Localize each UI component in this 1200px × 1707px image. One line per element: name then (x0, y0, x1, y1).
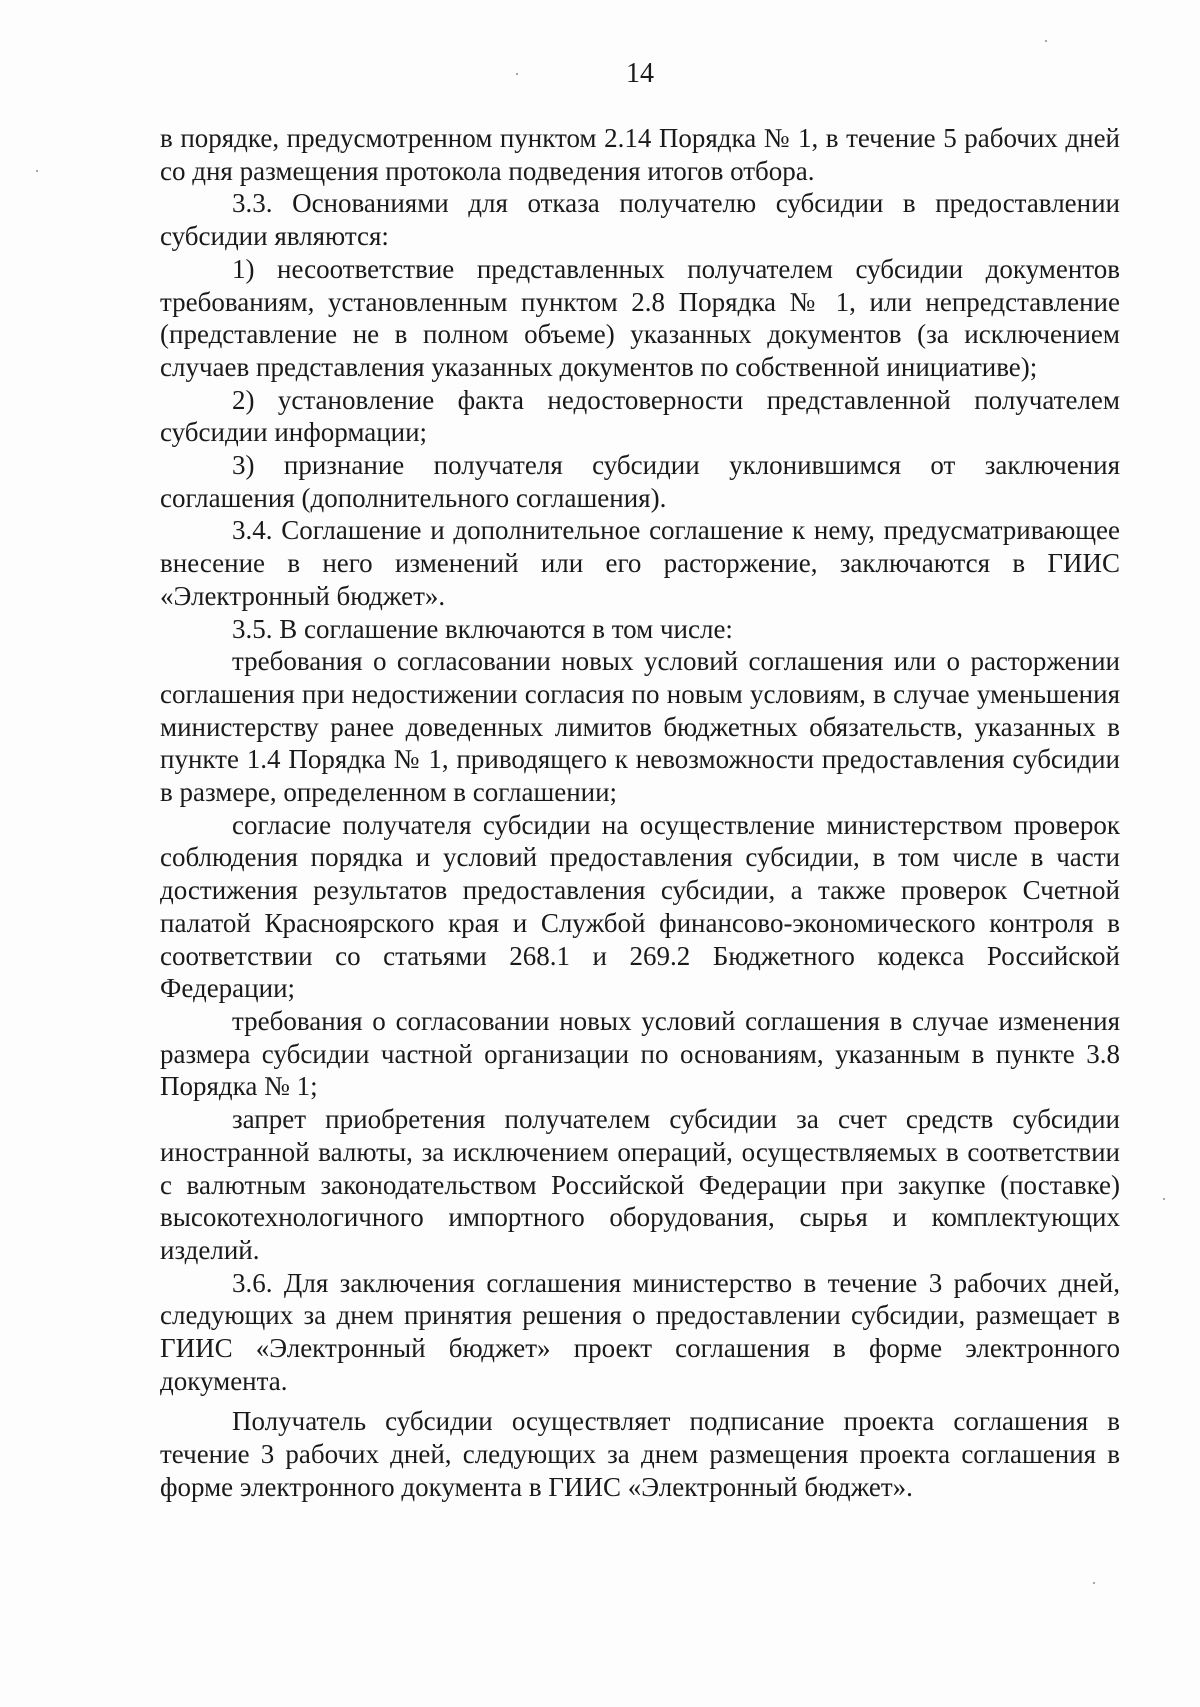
page-number: 14 (626, 58, 654, 89)
paragraph: 3.4. Соглашение и дополнительное соглашение к нему, предусматривающее внесение в него изменений или его расторжение, заключаются в ГИИС «Электронный бюджет». (160, 515, 1120, 611)
paragraph: требования о согласовании новых условий соглашения в случае изменения размера субсидии частной организации по основаниям, указанным в пункте 3.8 Порядка № 1; (160, 1005, 1120, 1102)
scan-speck (1093, 1582, 1095, 1584)
paragraph: в порядке, предусмотренном пунктом 2.14 Порядка № 1, в течение 5 рабочих дней со дня размещения протокола подведения итогов отбора. (160, 123, 1120, 186)
paragraph: запрет приобретения получателем субсидии за счет средств субсидии иностранной валюты, за исключением операций, осуществляемых в соответствии с валютным законодательством Российской Федерации при закупке (поставке) высокотехнологичного импортного оборудования, сырья и комплектующих изделий. (160, 1104, 1120, 1265)
paragraph: Получатель субсидии осуществляет подписание проекта соглашения в течение 3 рабочих дней, следующих за днем размещения проекта соглашения в форме электронного документа в ГИИС «Электронный бюджет». (160, 1406, 1120, 1502)
paragraph: 2) установление факта недостоверности представленной получателем субсидии информации; (160, 384, 1120, 448)
scan-speck (36, 170, 38, 172)
paragraph: требования о согласовании новых условий соглашения или о расторжении соглашения при недостижении согласия по новым условиям, в случае уменьшения министерству ранее доведенных лимитов бюджетных обязательств, указанных в пункте 1.4 Порядка № 1, приводящего к невозможности предоставления субсидии в размере, определенном в соглашении; (160, 646, 1120, 808)
document-body (160, 122, 1120, 1504)
scan-speck (1163, 1198, 1165, 1200)
scan-speck (1045, 40, 1047, 42)
paragraph: 3.6. Для заключения соглашения министерство в течение 3 рабочих дней, следующих за днем принятия решения о предоставлении субсидии, размещает в ГИИС «Электронный бюджет» проект соглашения в форме электронного документа. (160, 1267, 1120, 1396)
paragraph: 3.3. Основаниями для отказа получателю субсидии в предоставлении субсидии являются: (160, 188, 1120, 252)
scan-speck (516, 73, 518, 75)
paragraph: согласие получателя субсидии на осуществление министерством проверок соблюдения порядка и условий предоставления субсидии, в том числе в части достижения результатов предоставления субсидии, а также проверок Счетной палатой Красноярского края и Службой финансово-экономического контроля в соответствии со статьями 268.1 и 269.2 Бюджетного кодекса Российской Федерации; (160, 809, 1120, 1004)
paragraph: 3) признание получателя субсидии уклонившимся от заключения соглашения (дополнительного соглашения). (160, 450, 1120, 513)
paragraph: 3.5. В соглашение включаются в том числе: (232, 613, 733, 644)
paragraph: 1) несоответствие представленных получателем субсидии документов требованиям, установленным пунктом 2.8 Порядка № 1, или непредставление (представление не в полном объеме) указанных документов (за исключением случаев представления указанных документов по собственной инициативе); (160, 253, 1120, 382)
